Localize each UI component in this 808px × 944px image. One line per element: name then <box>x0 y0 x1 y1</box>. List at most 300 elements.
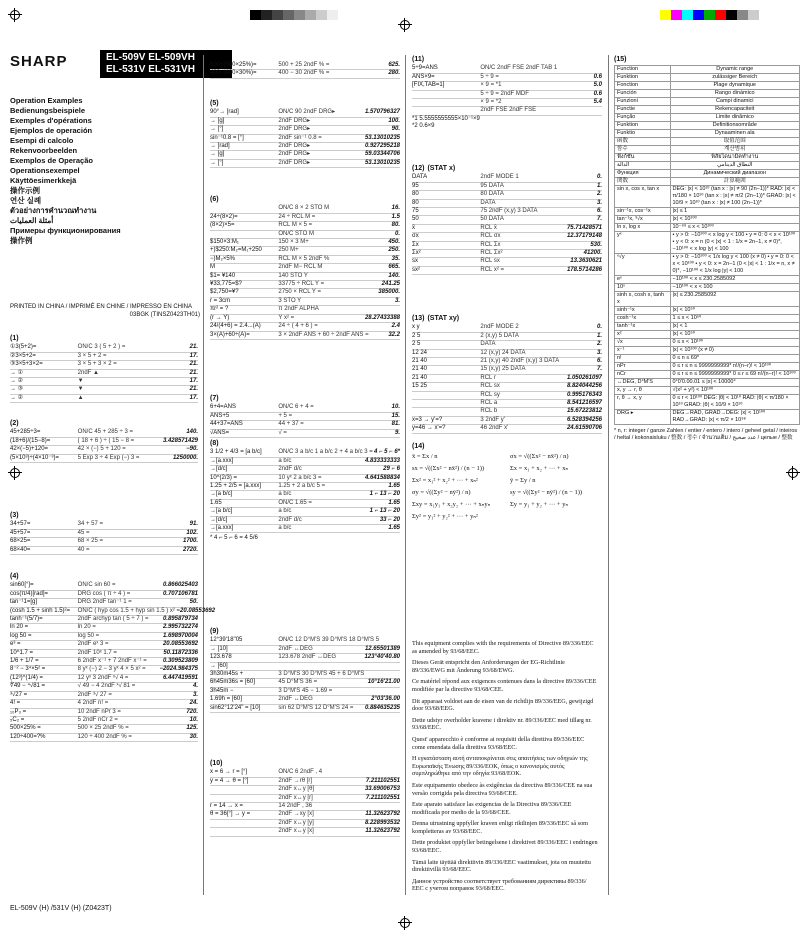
result: 280. <box>388 70 400 77</box>
expression <box>412 91 480 98</box>
example-row <box>210 126 400 134</box>
result: 35. <box>391 255 400 262</box>
language-title: Exemples d'opérations <box>10 116 92 125</box>
key-sequence: 2ndF ↔DEG <box>278 696 313 703</box>
key-sequence: 2ndF eˣ 3 = <box>77 641 109 648</box>
registration-mark-icon <box>398 916 412 930</box>
result: 53.13010235 <box>364 159 400 166</box>
section-number: (6) <box>210 196 219 203</box>
table-header-row <box>615 106 800 114</box>
result: 3. <box>596 349 602 356</box>
result: 0. <box>596 324 602 331</box>
expression: $150×3:M₁ <box>210 239 239 246</box>
result: 6.528394256 <box>566 416 602 423</box>
example-row <box>412 333 602 341</box>
function-name: x⁻¹ <box>615 347 671 355</box>
expression: → ① <box>10 369 24 376</box>
table-header-row <box>615 82 800 90</box>
language-title: Exemplos de Operação <box>10 156 93 165</box>
key-sequence: 24 ÷ ( 4 + 6 ) = <box>278 323 318 330</box>
key-sequence: ON/C 3 a b/c 1 a b/c 2 + 4 a b/c 3 = <box>278 449 373 456</box>
function-range: |x| < 10⁵⁰ <box>670 307 800 315</box>
result: 91. <box>189 521 198 528</box>
expression: $2,750=¥? <box>210 289 239 296</box>
result: 21. <box>189 344 198 351</box>
stat-formula: x̄ = Σx / n <box>412 453 438 461</box>
example-row <box>412 408 602 416</box>
registration-mark-icon <box>398 18 412 32</box>
function-range: 1 ≤ x < 10⁵⁰ <box>670 315 800 323</box>
key-sequence: RCL x̄ <box>480 224 497 231</box>
example-row <box>10 725 198 733</box>
example-row <box>210 517 400 525</box>
expression <box>210 205 278 212</box>
function-range: |x| < 1 <box>670 323 800 331</box>
expression: 2 5 <box>412 332 421 339</box>
result: 1.698970004 <box>162 632 198 639</box>
function-name: sinh x, cosh x, tanh x <box>615 292 671 307</box>
result: 1 ⌐ 13 ⌐ 20 <box>369 508 400 515</box>
expression: 3h45m − <box>210 687 234 694</box>
key-sequence: RCL r <box>480 374 496 381</box>
calibration-swatch <box>294 10 305 20</box>
table-row <box>615 379 800 387</box>
expression: x = 6 → r = [°] <box>210 769 248 776</box>
example-row <box>210 239 400 247</box>
expression: 80 <box>412 199 419 206</box>
result: 4.641588834 <box>364 474 400 481</box>
result: 29 ⌐ 6 <box>383 466 400 473</box>
key-sequence: 80 DATA <box>480 191 504 198</box>
section-15-dynamic-range <box>614 56 800 442</box>
example-row <box>210 118 400 126</box>
key-sequence: 5 2ndF nCr 2 = <box>77 716 118 723</box>
result: 140. <box>388 272 400 279</box>
expression: cos(π/4)[rad]= <box>10 590 48 597</box>
expression: 21 40 <box>412 358 428 365</box>
function-header: Fonction <box>615 82 671 90</box>
stat-formula: sx = √((Σx² − nx̄²) / (n − 1)) <box>412 465 485 473</box>
key-sequence: ▼ <box>77 378 84 385</box>
example-row <box>10 438 198 446</box>
table-row <box>615 339 800 347</box>
example-row <box>210 475 400 483</box>
section-title <box>412 56 602 63</box>
example-row <box>210 315 400 323</box>
example-row <box>210 820 400 828</box>
result: 20.08553692 <box>162 641 198 648</box>
key-sequence: RCL b <box>480 408 498 415</box>
key-sequence: 5 ÷ 9 = 2ndF MDF <box>480 90 529 97</box>
function-header: الدالة <box>615 162 671 170</box>
stat-formula: σy = √((Σy² − nȳ²) / n) <box>412 489 471 497</box>
key-sequence: 10 yˣ 2 a b/c 3 = <box>278 474 322 481</box>
example-row <box>412 425 602 433</box>
function-name: ln x, log x <box>615 224 671 232</box>
table-header-row <box>615 122 800 130</box>
printed-line-2: 03BGK (TINSZ0423TH01) <box>129 312 200 318</box>
key-sequence: RCL a <box>480 400 498 407</box>
expression: 21 40 <box>412 374 428 381</box>
calibration-swatch <box>693 10 704 20</box>
example-row <box>10 633 198 641</box>
key-sequence: 68 × 25 = <box>77 538 104 545</box>
example-row <box>10 624 198 632</box>
key-sequence: ( 18 + 6 ) ÷ ( 15 − 8 = <box>77 437 135 444</box>
result: 17. <box>189 378 198 385</box>
function-header: 함수 <box>615 146 671 154</box>
result: 8.228993532 <box>364 819 400 826</box>
ce-compliance-text <box>412 640 598 897</box>
key-sequence: ON/C 2ndF FSE 2ndF TAB 1 <box>480 65 558 72</box>
result: 625. <box>388 62 400 68</box>
table-row <box>615 315 800 323</box>
result: 1.65 <box>388 525 400 532</box>
key-sequence: 15 (x,y) 25 DATA <box>480 366 526 373</box>
key-sequence: 33775 ÷ RCL Y = <box>278 281 325 288</box>
compliance-paragraph: Denna utrustning uppfyller kraven enligt riktlinjen 89/336/EEC så som kompletteras av 93/68/EEC. <box>412 820 588 835</box>
expression: r = 14 → x = <box>210 803 244 810</box>
calibration-swatch <box>272 10 283 20</box>
section-3-constants <box>10 512 198 555</box>
expression: ③3×5+3×2= <box>10 361 43 368</box>
range-header: Campi dinamici <box>670 98 800 106</box>
expression: 24/(4+6) = 2.4...(A) <box>210 323 261 330</box>
result: 32.2 <box>388 331 400 338</box>
compliance-paragraph: Este aparato satisface las exigencias de la Directiva 89/336/CEE modificada por medio de la 93/68/CEE. <box>412 801 572 816</box>
result: 50. <box>189 599 198 606</box>
expression <box>412 392 480 399</box>
expression: [FIX,TAB=1] <box>412 82 445 89</box>
key-sequence: 2ndF DRG▸ <box>278 117 311 124</box>
expression: tan⁻¹1=[g] <box>10 599 38 606</box>
example-row <box>210 222 400 230</box>
expression: x y <box>412 324 420 331</box>
expression: 10^(2/3) = <box>210 474 237 481</box>
result: 0.866025403 <box>162 582 198 589</box>
expression: DATA <box>412 174 428 181</box>
table-header-row <box>615 130 800 138</box>
expression: $1= ¥140 <box>210 272 236 279</box>
example-row <box>412 200 602 208</box>
expression: (5×10³)÷(4×10⁻³)= <box>10 454 59 461</box>
table-row <box>615 363 800 371</box>
key-sequence: 12 yˣ 3 2ndF ˣ√ 4 = <box>77 674 129 681</box>
example-row <box>10 530 198 538</box>
expression: 500+(500×25%)= <box>210 62 257 68</box>
footnote: * n, r: integer / ganze Zahlen / entier / entero / intero / geheel getal / inteiros / heltal / kokonaisluku / 整数 / 정수 / จำนวนเต็ม / عدد صحيح / целые / 整数 <box>614 428 798 442</box>
section-subtitle: (STAT xy) <box>427 315 460 322</box>
result: 6. <box>596 208 602 215</box>
table-row <box>615 395 800 410</box>
key-sequence: log 50 = <box>77 632 100 639</box>
function-range: √(x² + y²) < 10¹⁰⁰ <box>670 387 800 395</box>
footnote: *1 5.5555555555×10⁻¹×9 <box>412 115 480 122</box>
result: 24. <box>189 700 198 707</box>
function-range: 0 ≤ r ≤ n ≤ 9999999999* 0 ≤ r ≤ 69 n!/(n−r)! < 10¹⁰⁰ <box>670 371 800 379</box>
range-header: النطاق الدينامي <box>670 162 800 170</box>
result: 10. <box>189 716 198 723</box>
example-row <box>412 191 602 199</box>
registration-mark-icon <box>8 8 22 22</box>
example-row <box>210 264 400 272</box>
key-sequence: 6 2ndF x⁻¹ + 7 2ndF x⁻¹ = <box>77 658 147 665</box>
expression: y=46 → x'=? <box>412 425 446 432</box>
stat-formula: σx = √((Σx² − nx̄²) / n) <box>510 453 569 461</box>
table-row <box>615 224 800 232</box>
key-sequence: ON/C 45 + 285 ÷ 3 = <box>77 429 133 436</box>
key-sequence: ON/C sin 60 = <box>77 582 116 589</box>
function-header: ฟังก์ชัน <box>615 154 671 162</box>
result: 102. <box>186 529 198 536</box>
result: 12.37179148 <box>566 233 602 240</box>
example-row <box>210 458 400 466</box>
footnote: * 4 ⌐ 5 ⌐ 6 = 4 5/6 <box>210 535 258 542</box>
expression: x̄ <box>412 224 415 231</box>
result: 0.707106781 <box>162 590 198 597</box>
key-sequence: 14 2ndF , 36 <box>278 803 313 810</box>
result: 20.08553692 <box>180 607 216 614</box>
key-sequence: RCL sx <box>480 258 500 265</box>
range-header: Dynamic range <box>670 66 800 74</box>
expression: 2 5 <box>412 341 421 348</box>
table-row <box>615 216 800 224</box>
language-title: Bedienungsbeispiele <box>10 106 86 115</box>
key-sequence: 2ndF ▲ <box>77 369 99 376</box>
result: 1.050261097 <box>566 374 602 381</box>
section-title <box>10 573 198 580</box>
table-row <box>615 355 800 363</box>
result: 4. <box>192 683 198 690</box>
function-range: 0°0'0.00.01 ≤ |x| < 10000° <box>670 379 800 387</box>
expression: → ② <box>10 394 24 401</box>
section-13-stat-xy <box>412 315 602 434</box>
section-number: (2) <box>10 420 19 427</box>
example-row <box>10 386 198 394</box>
expression: → ② <box>10 378 24 385</box>
example-row <box>210 449 400 457</box>
function-name: x² <box>615 331 671 339</box>
result: 7. <box>596 216 602 223</box>
function-name: nCr <box>615 371 671 379</box>
stat-formula: ȳ = Σy / n <box>510 477 536 485</box>
key-sequence: ln 20 = <box>77 624 96 631</box>
key-sequence: 123.678 2ndF ↔DEG <box>278 654 337 661</box>
expression <box>210 786 278 793</box>
expression: 15 25 <box>412 383 428 390</box>
key-sequence: 140 STO Y <box>278 272 308 279</box>
key-sequence: 500 × 25 2ndF % = <box>77 725 129 732</box>
key-sequence: 95 DATA <box>480 182 504 189</box>
expression <box>412 400 480 407</box>
key-sequence: RCL σx <box>480 233 501 240</box>
function-name: ↔DEG, D°M'S <box>615 379 671 387</box>
expression: 90°→ [rad] <box>210 109 239 116</box>
range-header: Rekencapaciteit <box>670 106 800 114</box>
result: 17. <box>189 394 198 401</box>
section-8-fractions <box>210 440 400 543</box>
key-sequence: 12 (x,y) 24 DATA <box>480 349 526 356</box>
range-header: Rango dinámico <box>670 90 800 98</box>
compliance-paragraph: Dieses Gerät entspricht den Anforderungen der EG-Richtlinie 89/336/EWG mit Änderung 93/68/EWG. <box>412 659 565 674</box>
stat-formula: Σy = y₁ + y₂ + ··· + yₙ <box>510 501 569 509</box>
expression: θ = 36[°] → y = <box>210 811 251 818</box>
result: 450. <box>388 239 400 246</box>
section-12-stat-x <box>412 165 602 275</box>
result: 13.3630621 <box>570 258 602 265</box>
result: 3. <box>596 199 602 206</box>
example-row <box>210 281 400 289</box>
example-row <box>210 508 400 516</box>
function-name: sin⁻¹x, cos⁻¹x <box>615 208 671 216</box>
result: 21. <box>189 361 198 368</box>
example-row <box>210 421 400 429</box>
key-sequence: RCL M × 5 2ndF % <box>278 255 330 262</box>
key-sequence: √ = <box>278 429 287 436</box>
key-sequence: × 9 = *1 <box>480 82 502 89</box>
function-name: yˣ <box>615 232 671 254</box>
result: 0. <box>394 230 400 237</box>
table-header-row <box>615 170 800 178</box>
example-row <box>210 273 400 281</box>
result: 10°16'21.00 <box>367 679 400 686</box>
result: 140. <box>186 429 198 436</box>
section-11-modify <box>412 56 602 131</box>
compliance-paragraph: Quest' apparecchio è conforme ai requisiti della direttiva 89/336/EEC come emendata dalla direttiva 93/68/EEC. <box>412 735 585 751</box>
section-number: (9) <box>210 628 219 635</box>
function-header: Function <box>615 66 671 74</box>
key-sequence: 2750 × RCL Y = <box>278 289 321 296</box>
expression: ln 20 = <box>10 624 29 631</box>
expression: ₁₀P₃ = <box>10 708 27 715</box>
expression: r = 3cm <box>210 297 231 304</box>
result: 1.5 <box>391 213 400 220</box>
expression: 4! = <box>10 700 21 707</box>
section-title <box>210 395 400 402</box>
result: 4.833333333 <box>364 457 400 464</box>
compliance-paragraph: Dit apparaat voldoet aan de eisen van de richtlijn 89/336/EEG, gewijzigd door 93/68/EEG. <box>412 697 594 713</box>
key-sequence: RCL sy <box>480 391 500 398</box>
section-title <box>210 196 400 203</box>
section-title <box>412 443 602 450</box>
function-range: |x| < 10¹⁰⁰ <box>670 216 800 224</box>
key-sequence: 2ndF x↔y [y] <box>278 819 314 826</box>
key-sequence: 2ndF x↔y [θ] <box>278 786 315 793</box>
table-header-row <box>615 154 800 162</box>
example-row <box>412 107 602 115</box>
key-sequence: 2ndF →rθ [r] <box>278 777 313 784</box>
key-sequence: sin 62 D°M'S 12 D°M'S 24 = <box>278 704 354 711</box>
calibration-swatch <box>316 10 327 20</box>
section-title <box>614 56 800 63</box>
table-row <box>615 284 800 292</box>
compliance-paragraph: Dette produktet oppfyller betingelsene i direktivet 89/336/EEC i endringen 93/68/EEC. <box>412 839 598 855</box>
example-row <box>210 795 400 803</box>
key-sequence: 2ndF M− RCL M <box>278 264 323 271</box>
result: 10. <box>391 404 400 411</box>
example-row <box>412 74 602 82</box>
expression: M <box>210 264 215 271</box>
section-subtitle: (STAT x) <box>427 165 456 172</box>
key-sequence: 2 (x,y) 5 DATA <box>480 332 519 339</box>
stat-formula: Σxy = x₁y₁ + x₂y₂ + ··· + xₙyₙ <box>412 501 491 509</box>
key-sequence: 5 ÷ 9 = <box>480 73 499 80</box>
expression: x=3 → y'=? <box>412 416 443 423</box>
expression: 68×40= <box>10 546 31 553</box>
section-number: (7) <box>210 395 219 402</box>
example-row <box>412 375 602 383</box>
key-sequence: 150 × 3 M+ <box>278 239 309 246</box>
dynamic-range-table <box>614 65 800 425</box>
section-title <box>210 100 400 107</box>
example-row <box>210 135 400 143</box>
example-row <box>10 641 198 649</box>
key-sequence: 2ndF DRG▸ <box>278 159 311 166</box>
table-row <box>615 307 800 315</box>
example-row <box>210 231 400 239</box>
result: 2. <box>596 191 602 198</box>
result: 41200. <box>583 250 602 257</box>
result: 12.65501389 <box>364 645 400 652</box>
result: 11.32623792 <box>365 811 400 818</box>
result: 125. <box>186 725 198 732</box>
table-header-row <box>615 146 800 154</box>
key-sequence: 3 STO Y <box>278 297 302 304</box>
compliance-paragraph: Η εγκατάσταση αυτή ανταποκρίνεται στις απαιτήσεις των οδηγιών της Ευρωπαϊκής Ένωσης 89/336/ΕΟΚ, όπως ο κανονισμός αυτός συμπληρώθηκε από την οδηγία 93/68/ΕΟΚ. <box>412 755 588 778</box>
result: 1250000. <box>172 454 198 461</box>
stat-formula: Σy² = y₁² + y₂² + ··· + yₙ² <box>412 513 478 521</box>
table-header-row <box>615 90 800 98</box>
key-sequence: ON/C 12 D°M'S 39 D°M'S 18 D°M'S 5 <box>278 637 380 644</box>
expression: 45+57= <box>10 529 31 536</box>
key-sequence: 10 2ndF nPr 3 = <box>77 708 121 715</box>
gray-calibration-bar <box>250 10 349 20</box>
result: 7. <box>596 366 602 373</box>
section-10-coordinates <box>210 760 400 837</box>
function-range: DEG: |x| < 10¹⁰ (tan x : |x| ≠ 90 (2n−1))* RAD: |x| < π/180 × 10¹⁰ (tan x : |x| ≠ π/2 (2n−1))* GRAD: |x| < 10/9 × 10¹⁰ (tan x : |x| ≠ 100 (2n−1))* <box>670 186 800 208</box>
key-sequence: RCL Σx² <box>480 250 503 257</box>
expression: sin60[°]= <box>10 582 34 589</box>
key-sequence: ON/C 8 × 2 STO M <box>278 205 330 212</box>
result: 11.32623792 <box>365 828 400 835</box>
key-sequence: 3 × 2ndF ANS + 60 ÷ 2ndF ANS = <box>278 331 369 338</box>
expression: (12³)^(1/4) = <box>10 674 43 681</box>
example-row <box>412 258 602 266</box>
example-row <box>210 109 400 117</box>
function-range: |x| ≤ 230.2585092 <box>670 292 800 307</box>
example-row <box>412 91 602 99</box>
table-header-row <box>615 178 800 186</box>
result: 2.4 <box>391 323 400 330</box>
language-title: أمثلة العمليات <box>10 216 54 225</box>
example-row <box>412 341 602 349</box>
function-range: DEG→RAD, GRAD→DEG: |x| < 10¹⁰⁰ RAD→GRAD: |x| < π/2 × 10⁹⁸ <box>670 410 800 425</box>
example-row <box>10 599 198 607</box>
compliance-paragraph: Данное устройство соответствует требованиям директивы 89/336/ЕЕС с учетом поправок 93/68/ЕЕС. <box>412 877 587 893</box>
example-row <box>210 466 400 474</box>
example-row <box>412 400 602 408</box>
example-row <box>412 267 602 275</box>
example-row <box>210 70 400 78</box>
section-number: (12) <box>412 165 425 172</box>
result: 4 ⌐ 5 ⌐ 6* <box>373 449 400 456</box>
function-header: 函数 <box>615 138 671 146</box>
language-title: Operation Examples <box>10 96 83 105</box>
function-header: Funzioni <box>615 98 671 106</box>
result: 2.995732274 <box>162 624 198 631</box>
result: 50.11872336 <box>163 649 198 656</box>
example-row <box>412 216 602 224</box>
